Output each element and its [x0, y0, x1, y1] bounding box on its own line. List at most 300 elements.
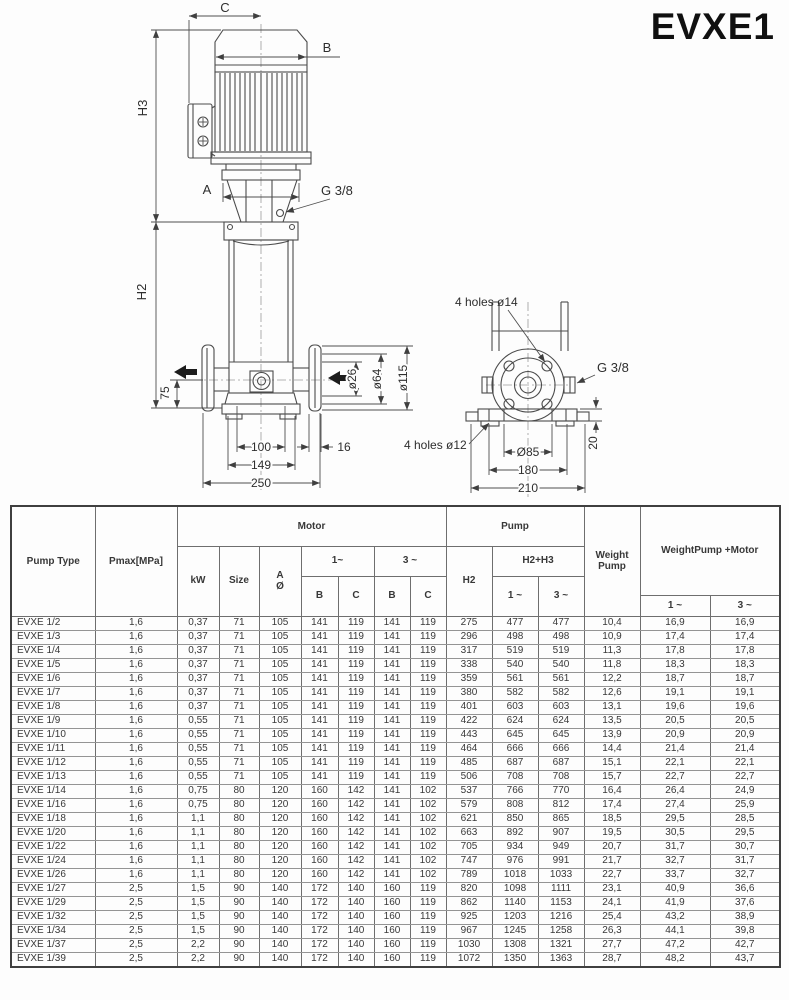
header-motor-1ph: 1~ [301, 546, 374, 576]
spec-value-cell: 12,2 [584, 672, 640, 686]
spec-value-cell: 16,4 [584, 784, 640, 798]
spec-value-cell: 808 [492, 798, 538, 812]
pump-front-view [134, 0, 413, 490]
dim-20-label: 20 [586, 436, 600, 450]
table-row [11, 924, 780, 938]
spec-value-cell: 160 [374, 896, 410, 910]
spec-value-cell: 119 [410, 630, 446, 644]
dim-d26-label: ø26 [345, 368, 359, 390]
pump-type-cell: EVXE 1/39 [11, 952, 95, 967]
spec-value-cell: 140 [338, 882, 374, 896]
spec-value-cell: 20,5 [710, 714, 780, 728]
spec-value-cell: 141 [301, 644, 338, 658]
spec-value-cell: 1,6 [95, 630, 177, 644]
pump-type-cell: EVXE 1/24 [11, 854, 95, 868]
spec-value-cell: 71 [219, 742, 259, 756]
spec-value-cell: 105 [259, 714, 301, 728]
header-motor-group: Motor [177, 506, 446, 546]
spec-value-cell: 71 [219, 644, 259, 658]
spec-value-cell: 141 [301, 742, 338, 756]
spec-value-cell: 1,6 [95, 700, 177, 714]
spec-value-cell: 160 [301, 784, 338, 798]
spec-value-cell: 120 [259, 784, 301, 798]
spec-value-cell: 160 [301, 826, 338, 840]
spec-value-cell: 789 [446, 868, 492, 882]
spec-value-cell: 119 [410, 644, 446, 658]
spec-value-cell: 119 [410, 952, 446, 967]
spec-value-cell: 2,5 [95, 882, 177, 896]
flow-arrow-left-icon [174, 365, 197, 379]
spec-value-cell: 949 [538, 840, 584, 854]
spec-value-cell: 13,5 [584, 714, 640, 728]
spec-value-cell: 40,9 [640, 882, 710, 896]
spec-value-cell: 32,7 [640, 854, 710, 868]
header-a-diameter [259, 546, 301, 616]
spec-value-cell: 119 [338, 700, 374, 714]
spec-value-cell: 172 [301, 896, 338, 910]
spec-value-cell: 1,1 [177, 812, 219, 826]
spec-value-cell: 140 [259, 910, 301, 924]
spec-value-cell: 0,75 [177, 798, 219, 812]
spec-value-cell: 140 [259, 896, 301, 910]
spec-value-cell: 28,7 [584, 952, 640, 967]
spec-value-cell: 105 [259, 770, 301, 784]
pump-type-cell: EVXE 1/34 [11, 924, 95, 938]
spec-value-cell: 24,9 [710, 784, 780, 798]
spec-value-cell: 422 [446, 714, 492, 728]
spec-value-cell: 160 [374, 910, 410, 924]
spec-value-cell: 160 [301, 798, 338, 812]
spec-value-cell: 141 [301, 672, 338, 686]
spec-value-cell: 30,5 [640, 826, 710, 840]
spec-value-cell: 1030 [446, 938, 492, 952]
spec-value-cell: 119 [410, 742, 446, 756]
spec-value-cell: 1,6 [95, 672, 177, 686]
spec-value-cell: 645 [538, 728, 584, 742]
spec-value-cell: 105 [259, 700, 301, 714]
dim-d115-label: ø115 [396, 364, 410, 392]
spec-value-cell: 506 [446, 770, 492, 784]
spec-value-cell: 119 [410, 714, 446, 728]
spec-value-cell: 105 [259, 658, 301, 672]
spec-value-cell: 119 [338, 756, 374, 770]
spec-value-cell: 15,1 [584, 756, 640, 770]
spec-value-cell: 119 [338, 630, 374, 644]
spec-value-cell: 142 [338, 784, 374, 798]
header-pump-type: Pump Type [11, 506, 95, 616]
spec-value-cell: 1,6 [95, 854, 177, 868]
spec-value-cell: 141 [301, 770, 338, 784]
spec-value-cell: 80 [219, 840, 259, 854]
spec-value-cell: 22,1 [640, 756, 710, 770]
spec-value-cell: 812 [538, 798, 584, 812]
spec-value-cell: 80 [219, 868, 259, 882]
spec-value-cell: 119 [338, 658, 374, 672]
spec-value-cell: 102 [410, 798, 446, 812]
spec-value-cell: 967 [446, 924, 492, 938]
spec-value-cell: 119 [410, 938, 446, 952]
table-row [11, 756, 780, 770]
pump-type-cell: EVXE 1/3 [11, 630, 95, 644]
spec-value-cell: 120 [259, 840, 301, 854]
spec-value-cell: 119 [338, 644, 374, 658]
spec-value-cell: 11,8 [584, 658, 640, 672]
spec-value-cell: 41,9 [640, 896, 710, 910]
spec-value-cell: 140 [338, 896, 374, 910]
spec-value-cell: 141 [374, 644, 410, 658]
spec-value-cell: 160 [301, 840, 338, 854]
pump-type-cell: EVXE 1/12 [11, 756, 95, 770]
table-row [11, 882, 780, 896]
spec-value-cell: 22,1 [710, 756, 780, 770]
header-kw: kW [177, 546, 219, 616]
spec-value-cell: 24,1 [584, 896, 640, 910]
spec-value-cell: 1308 [492, 938, 538, 952]
spec-value-cell: 141 [301, 756, 338, 770]
spec-value-cell: 119 [338, 742, 374, 756]
spec-value-cell: 71 [219, 672, 259, 686]
table-row [11, 784, 780, 798]
spec-value-cell: 1,6 [95, 770, 177, 784]
spec-value-cell: 141 [374, 770, 410, 784]
table-row [11, 630, 780, 644]
spec-value-cell: 172 [301, 882, 338, 896]
spec-value-cell: 119 [338, 686, 374, 700]
spec-value-cell: 105 [259, 686, 301, 700]
table-row [11, 742, 780, 756]
spec-value-cell: 1,6 [95, 840, 177, 854]
spec-value-cell: 120 [259, 854, 301, 868]
spec-value-cell: 102 [410, 826, 446, 840]
spec-value-cell: 1350 [492, 952, 538, 967]
spec-value-cell: 1216 [538, 910, 584, 924]
spec-value-cell: 141 [301, 658, 338, 672]
spec-value-cell: 71 [219, 770, 259, 784]
spec-value-cell: 119 [410, 700, 446, 714]
spec-value-cell: 0,37 [177, 616, 219, 630]
spec-value-cell: 71 [219, 728, 259, 742]
spec-value-cell: 71 [219, 686, 259, 700]
spec-value-cell: 15,7 [584, 770, 640, 784]
table-row [11, 826, 780, 840]
spec-value-cell: 1033 [538, 868, 584, 882]
header-weight-pump: Weight Pump [584, 506, 640, 616]
spec-value-cell: 17,4 [710, 630, 780, 644]
spec-value-cell: 119 [410, 686, 446, 700]
spec-value-cell: 10,4 [584, 616, 640, 630]
spec-value-cell: 119 [410, 658, 446, 672]
spec-value-cell: 380 [446, 686, 492, 700]
spec-value-cell: 1321 [538, 938, 584, 952]
spec-value-cell: 561 [492, 672, 538, 686]
spec-value-cell: 160 [374, 938, 410, 952]
spec-value-cell: 666 [538, 742, 584, 756]
spec-value-cell: 71 [219, 658, 259, 672]
spec-value-cell: 317 [446, 644, 492, 658]
spec-value-cell: 579 [446, 798, 492, 812]
spec-value-cell: 119 [338, 672, 374, 686]
spec-value-cell: 16,9 [710, 616, 780, 630]
spec-value-cell: 29,5 [640, 812, 710, 826]
spec-value-cell: 142 [338, 854, 374, 868]
spec-value-cell: 119 [410, 756, 446, 770]
spec-value-cell: 519 [538, 644, 584, 658]
pump-type-cell: EVXE 1/9 [11, 714, 95, 728]
spec-value-cell: 119 [338, 616, 374, 630]
spec-value-cell: 25,9 [710, 798, 780, 812]
spec-value-cell: 141 [374, 826, 410, 840]
header-pmax: Pmax[MPa] [95, 506, 177, 616]
spec-value-cell: 1,6 [95, 728, 177, 742]
pump-type-cell: EVXE 1/4 [11, 644, 95, 658]
spec-value-cell: 21,4 [640, 742, 710, 756]
spec-value-cell: 17,8 [640, 644, 710, 658]
spec-value-cell: 140 [259, 882, 301, 896]
spec-value-cell: 30,7 [710, 840, 780, 854]
spec-value-cell: 28,5 [710, 812, 780, 826]
spec-value-cell: 119 [410, 672, 446, 686]
pump-type-cell: EVXE 1/14 [11, 784, 95, 798]
spec-value-cell: 766 [492, 784, 538, 798]
spec-value-cell: 141 [301, 714, 338, 728]
header-wpm-3ph: 3 ~ [710, 595, 780, 616]
spec-value-cell: 141 [374, 686, 410, 700]
spec-value-cell: 120 [259, 812, 301, 826]
spec-value-cell: 275 [446, 616, 492, 630]
spec-value-cell: 1,6 [95, 644, 177, 658]
spec-value-cell: 485 [446, 756, 492, 770]
pump-type-cell: EVXE 1/6 [11, 672, 95, 686]
spec-value-cell: 71 [219, 756, 259, 770]
spec-value-cell: 537 [446, 784, 492, 798]
g38-port-label-front: G 3/8 [321, 183, 353, 198]
spec-value-cell: 464 [446, 742, 492, 756]
dim-c-label: C [220, 0, 230, 15]
spec-value-cell: 71 [219, 714, 259, 728]
spec-value-cell: 770 [538, 784, 584, 798]
holes-14-label: 4 holes ø14 [455, 295, 518, 309]
spec-value-cell: 105 [259, 616, 301, 630]
spec-value-cell: 90 [219, 924, 259, 938]
spec-value-cell: 21,4 [710, 742, 780, 756]
spec-value-cell: 1363 [538, 952, 584, 967]
spec-value-cell: 0,55 [177, 728, 219, 742]
spec-value-cell: 1,5 [177, 924, 219, 938]
spec-value-cell: 17,4 [640, 630, 710, 644]
spec-value-cell: 1,6 [95, 812, 177, 826]
spec-value-cell: 120 [259, 798, 301, 812]
spec-value-cell: 540 [492, 658, 538, 672]
spec-value-cell: 39,8 [710, 924, 780, 938]
pump-type-cell: EVXE 1/8 [11, 700, 95, 714]
spec-value-cell: 2,2 [177, 952, 219, 967]
spec-value-cell: 296 [446, 630, 492, 644]
pump-type-cell: EVXE 1/27 [11, 882, 95, 896]
dim-d64-label: ø64 [370, 368, 384, 390]
spec-value-cell: 20,9 [710, 728, 780, 742]
holes-12-label: 4 holes ø12 [404, 438, 467, 452]
spec-value-cell: 102 [410, 854, 446, 868]
spec-value-cell: 141 [374, 658, 410, 672]
spec-value-cell: 37,6 [710, 896, 780, 910]
spec-value-cell: 105 [259, 672, 301, 686]
spec-value-cell: 708 [538, 770, 584, 784]
spec-value-cell: 1111 [538, 882, 584, 896]
spec-value-cell: 33,7 [640, 868, 710, 882]
spec-value-cell: 31,7 [710, 854, 780, 868]
spec-value-cell: 141 [374, 812, 410, 826]
pump-type-cell: EVXE 1/2 [11, 616, 95, 630]
spec-value-cell: 119 [410, 896, 446, 910]
spec-value-cell: 80 [219, 784, 259, 798]
g38-port-label-side: G 3/8 [597, 360, 629, 375]
spec-value-cell: 1,1 [177, 868, 219, 882]
spec-value-cell: 540 [538, 658, 584, 672]
spec-value-cell: 2,5 [95, 938, 177, 952]
spec-value-cell: 0,55 [177, 714, 219, 728]
spec-value-cell: 1153 [538, 896, 584, 910]
spec-value-cell: 27,7 [584, 938, 640, 952]
spec-value-cell: 140 [259, 952, 301, 967]
spec-value-cell: 141 [374, 742, 410, 756]
spec-value-cell: 119 [410, 924, 446, 938]
pump-type-cell: EVXE 1/16 [11, 798, 95, 812]
spec-value-cell: 29,5 [710, 826, 780, 840]
spec-value-cell: 2,5 [95, 924, 177, 938]
spec-value-cell: 1018 [492, 868, 538, 882]
header-a: A [276, 569, 284, 581]
spec-value-cell: 141 [301, 686, 338, 700]
spec-value-cell: 31,7 [640, 840, 710, 854]
spec-value-cell: 18,3 [710, 658, 780, 672]
spec-value-cell: 141 [374, 728, 410, 742]
spec-value-cell: 105 [259, 630, 301, 644]
spec-value-cell: 1140 [492, 896, 538, 910]
spec-value-cell: 925 [446, 910, 492, 924]
spec-value-cell: 1,6 [95, 742, 177, 756]
spec-value-cell: 621 [446, 812, 492, 826]
spec-value-cell: 1,6 [95, 714, 177, 728]
spec-value-cell: 820 [446, 882, 492, 896]
spec-value-cell: 1,5 [177, 896, 219, 910]
header-b-1ph: B [301, 576, 338, 616]
dim-210-label: 210 [517, 481, 539, 495]
spec-value-cell: 0,37 [177, 658, 219, 672]
spec-value-cell: 11,3 [584, 644, 640, 658]
pump-type-cell: EVXE 1/11 [11, 742, 95, 756]
spec-value-cell: 0,37 [177, 672, 219, 686]
spec-value-cell: 90 [219, 910, 259, 924]
spec-value-cell: 582 [492, 686, 538, 700]
spec-value-cell: 603 [492, 700, 538, 714]
spec-value-cell: 17,4 [584, 798, 640, 812]
spec-value-cell: 1,1 [177, 826, 219, 840]
spec-value-cell: 624 [492, 714, 538, 728]
spec-value-cell: 1,6 [95, 784, 177, 798]
dim-149-label: 149 [250, 458, 272, 472]
page-title: EVXE1 [650, 6, 775, 47]
spec-value-cell: 141 [374, 630, 410, 644]
spec-value-cell: 687 [538, 756, 584, 770]
header-h2h3-3ph: 3 ~ [538, 576, 584, 616]
spec-value-cell: 80 [219, 826, 259, 840]
spec-value-cell: 2,5 [95, 952, 177, 967]
table-row [11, 700, 780, 714]
spec-value-cell: 142 [338, 812, 374, 826]
table-row [11, 686, 780, 700]
spec-value-cell: 477 [492, 616, 538, 630]
spec-value-cell: 43,2 [640, 910, 710, 924]
spec-value-cell: 12,6 [584, 686, 640, 700]
spec-value-cell: 160 [374, 952, 410, 967]
spec-value-cell: 25,4 [584, 910, 640, 924]
spec-value-cell: 142 [338, 798, 374, 812]
spec-value-cell: 71 [219, 700, 259, 714]
dim-b-label: B [322, 40, 332, 55]
spec-value-cell: 19,5 [584, 826, 640, 840]
spec-value-cell: 172 [301, 910, 338, 924]
spec-value-cell: 16,9 [640, 616, 710, 630]
spec-value-cell: 1,5 [177, 882, 219, 896]
spec-value-cell: 142 [338, 826, 374, 840]
spec-value-cell: 140 [338, 938, 374, 952]
table-row [11, 658, 780, 672]
spec-value-cell: 47,2 [640, 938, 710, 952]
spec-value-cell: 160 [301, 854, 338, 868]
spec-value-cell: 23,1 [584, 882, 640, 896]
pump-type-cell: EVXE 1/13 [11, 770, 95, 784]
table-row [11, 952, 780, 967]
dim-250-label: 250 [250, 476, 272, 490]
spec-value-cell: 582 [538, 686, 584, 700]
spec-value-cell: 2,5 [95, 896, 177, 910]
spec-value-cell: 102 [410, 812, 446, 826]
spec-value-cell: 18,3 [640, 658, 710, 672]
spec-value-cell: 1,6 [95, 616, 177, 630]
table-row [11, 798, 780, 812]
spec-value-cell: 119 [410, 910, 446, 924]
spec-value-cell: 141 [301, 728, 338, 742]
spec-value-cell: 119 [338, 770, 374, 784]
spec-value-cell: 102 [410, 840, 446, 854]
spec-value-cell: 862 [446, 896, 492, 910]
table-row [11, 812, 780, 826]
spec-value-cell: 172 [301, 952, 338, 967]
spec-value-cell: 1,5 [177, 910, 219, 924]
spec-value-cell: 10,9 [584, 630, 640, 644]
spec-value-cell: 477 [538, 616, 584, 630]
spec-value-cell: 624 [538, 714, 584, 728]
spec-value-cell: 0,55 [177, 756, 219, 770]
header-pump-group: Pump [446, 506, 584, 546]
spec-value-cell: 443 [446, 728, 492, 742]
spec-value-cell: 934 [492, 840, 538, 854]
header-b-3ph: B [374, 576, 410, 616]
spec-value-cell: 561 [538, 672, 584, 686]
spec-value-cell: 645 [492, 728, 538, 742]
spec-value-cell: 13,1 [584, 700, 640, 714]
spec-value-cell: 17,8 [710, 644, 780, 658]
dim-75-label: 75 [158, 386, 172, 400]
spec-value-cell: 160 [374, 924, 410, 938]
spec-value-cell: 18,5 [584, 812, 640, 826]
pump-flange-view [404, 295, 629, 497]
spec-value-cell: 19,1 [640, 686, 710, 700]
spec-value-cell: 1,6 [95, 868, 177, 882]
spec-value-cell: 27,4 [640, 798, 710, 812]
spec-value-cell: 140 [338, 924, 374, 938]
spec-value-cell: 172 [301, 938, 338, 952]
